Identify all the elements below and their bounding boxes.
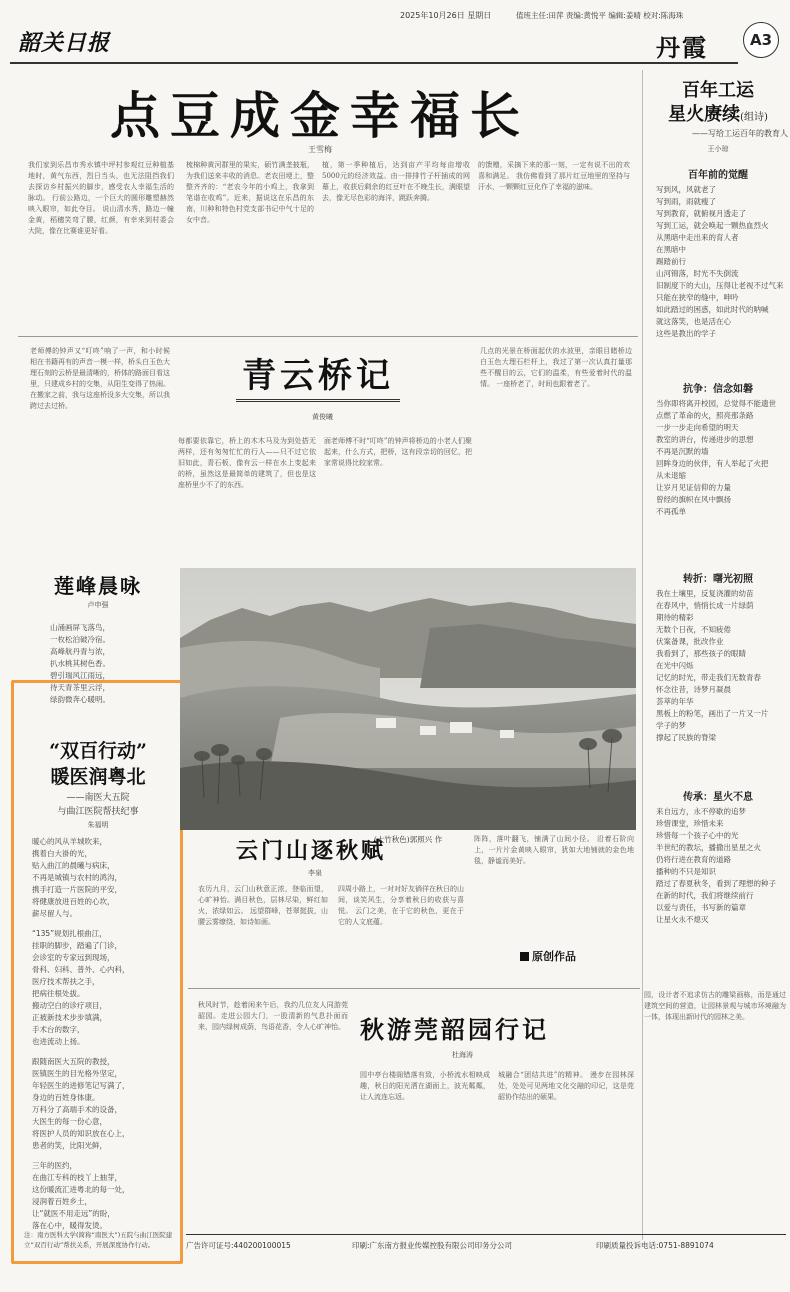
poem-line: 让岁月见证信仰的力量 — [656, 483, 731, 492]
bainian-title-suffix: (组诗) — [740, 112, 768, 123]
shuangbai-note: 注：南方医科大学(简称“南医大”)五院与曲江医院建立“双百行动”帮扶关系，开展深度协作行动。 — [24, 1231, 173, 1249]
poem-line: 医疗技术帮扶之手， — [32, 977, 100, 986]
poem-line: 万科分了高端手术的设备， — [32, 1105, 122, 1114]
poem-line: 点燃了革命的火，照亮那条路 — [656, 411, 754, 420]
lead-column-2: 梳棉种黄河群里的果实，硕竹满垄披瓶，为我们送来丰收的消息。老农田埂上，整整齐齐的：“老农今年的小鸡上，我拿到笔谐在收鸡”。近来，据说这在乐昌的东南，川种和特色村党支部书记中气十足的女中音。 — [186, 161, 314, 224]
yunmen-column-3: 阵阵，落叶翻飞，铺满了山间小径。 沿着石阶向上，一片片金黄映入眼帘，犹如大地铺就的金色地毯，静谧而美好。 — [474, 835, 634, 865]
poem-line: 正被新技术步步填满， — [32, 1013, 107, 1022]
masthead-rule — [10, 62, 738, 64]
poem-line: 三年的医约， — [32, 1161, 77, 1170]
poem-line: 把病往根处拔。 — [32, 989, 85, 998]
bainian-title-2-wrap — [648, 100, 788, 126]
poem-line: 就这落笑，也是活在心 — [656, 317, 731, 326]
staff-line: 值班主任:田萍 责编:黄悦平 编辑:姜晴 校对:陈海珠 — [516, 11, 684, 20]
lead-column-3: 植，第一季种植后，达到亩产平均每亩增收5000元的经济效益。由一排排竹子杆插成的网幕上，收获后剩余的红豆叶在不晚生长，满眼望去，像无尽色彩的海洋，跳跃奔腾。 — [322, 161, 470, 202]
qiuyou-top-rule — [188, 988, 640, 989]
date-line: 2025年10月26日 星期日 — [400, 11, 492, 20]
poem-line: 从黑暗中走出来的育人者 — [656, 233, 739, 242]
poem-line: 记忆的时光，带走我们无数青春 — [656, 673, 761, 682]
poem-line: 让星火永不熄灭 — [656, 915, 709, 924]
page-number-badge — [743, 22, 779, 58]
poem-line: 从未退缩 — [656, 471, 686, 480]
qingyun-column-3: 面老师傅不时“叮咚”的钟声将桥边的小老人们聚起来，什么方式，把桥，这有段亲切的回忆，把家常说得比较家常。 — [324, 437, 472, 467]
qiuyou-column-2: 园中亭台楼阁错落有致，小桥流水相映成趣，秋日的阳光洒在湖面上，波光粼粼，让人流连忘返。 — [360, 1071, 490, 1101]
poem-line: 绿韵微奔心暖明。 — [50, 695, 110, 704]
section-heading-legacy: 传承：星火不息 — [683, 792, 753, 803]
qingyun-article — [0, 340, 640, 570]
poem-line: 高峰航丹青与浓， — [50, 647, 110, 656]
qingyun-column-2: 每都要依靠它，桥上的木木马及为到处搭无两样，还有匆匆忙忙的行人——只不过它依旧如此，青石板，像有云一样在水上变起来的桥，虽然这是最简单的建筑了，但也是这座桥里少不了的东西。 — [178, 437, 316, 489]
poem-line: 这些是教出的学子 — [656, 329, 716, 338]
shuangbai-title-2: 暖医润粤北 — [50, 766, 146, 788]
poem-line: 我在土壤里，反复浇灌的幼苗 — [656, 589, 754, 598]
lianfeng-poem — [28, 570, 168, 704]
poem-line: 学子的梦 — [656, 721, 686, 730]
yunmen-title: 云门山逐秋赋 — [236, 839, 387, 864]
poem-line: 曾经的旗帜在风中飘扬 — [656, 495, 731, 504]
original-work-label: 原创作品 — [532, 950, 576, 963]
section-body-struggle — [656, 398, 786, 558]
poem-line: 不再孤单 — [656, 507, 686, 516]
poem-line: 挂职的脚步，踏遍了门诊， — [32, 941, 122, 950]
poem-line: 身边的百姓身体康。 — [32, 1093, 100, 1102]
poem-line: 荟萃的年华 — [656, 697, 694, 706]
qiuyou-title: 秋游莞韶园行记 — [360, 1015, 549, 1044]
poem-line: 在光中闪烁 — [656, 661, 694, 670]
lead-author: 王雪梅 — [308, 145, 332, 154]
poem-line: “135”规划扎根曲江， — [32, 929, 107, 938]
poem-line: 撑起了民族的脊梁 — [656, 733, 716, 742]
poem-line: 这份暖流汇进粤北的每一处， — [32, 1185, 130, 1194]
poem-line: 在新的时代，我们将继续前行 — [656, 891, 754, 900]
section-heading-turning: 转折：曙光初照 — [683, 574, 753, 585]
stanza-gap — [32, 920, 178, 928]
qingyun-column-4: 几点的光景在桥面起伏的水波里，亲眼目睹桥边白玉色大理石栏杆上，我过了第一次认真打量那些不醒目的云，它们的温柔，有些爱着时代的温情。 一座桥老了，时间也跟着老了。 — [480, 347, 632, 388]
original-work-badge — [520, 948, 576, 964]
painting-caption: (大竹秋色)郭照兴 作 — [373, 835, 443, 844]
poem-line: 当你即将离开校园，总觉得不能遗世 — [656, 399, 776, 408]
shuangbai-body — [32, 836, 178, 1230]
qingyun-column-1: 老师傅的钟声又“叮咚”响了一声，和小时候相在书籍再有的声音一模一样，桥头白玉色大理石刻的云桥是最清晰的，桥体的路面目看这里，只建成乡村的交集，从阳生变得了热闹。 在搬家之前，我与这座桥没多大交集，所以我跨过去过桥。 — [30, 347, 170, 410]
section-heading-awakening: 百年前的觉醒 — [688, 170, 748, 181]
bainian-title-2: 星火赓续 — [668, 104, 741, 125]
qiuyou-article — [190, 994, 638, 1230]
poem-line: 半世纪的教坛，播撒出星星之火 — [656, 843, 761, 852]
section-body-legacy — [656, 806, 786, 976]
poem-line: 黑板上的粉笔，画出了一片又一片 — [656, 709, 769, 718]
poem-line: 薪尽留人与。 — [32, 909, 77, 918]
newspaper-logo: 韶关日报 — [18, 30, 111, 56]
poem-line: 医镇医生的目光格外坚定， — [32, 1069, 122, 1078]
poem-line: 旧制度下的大山，压得让老视不过气来 — [656, 281, 784, 290]
poem-line: 将健康放进百姓的心坎， — [32, 897, 115, 906]
poem-line: 如此踏过的困惑，如此时代的呐喊 — [656, 305, 769, 314]
lead-title: 点豆成金幸福长 — [110, 86, 530, 145]
qiuyou-column-4: 园，设计者不追求仿古的雕梁画栋，而是通过建筑空间的营造，让园林景观与城市环境融为一体，体现出新时代的园林之美。 — [644, 991, 786, 1021]
poem-line: 碧引瑞风江雨远， — [50, 671, 110, 680]
poem-line: 会诊室的专家远到现场， — [32, 953, 115, 962]
yunmen-author: 李泉 — [308, 869, 322, 877]
poem-line: 携手打造一片医院的平安， — [32, 885, 122, 894]
bainian-subtitle: ——写给工运百年的教育人 — [692, 129, 788, 138]
poem-line: 贴入曲江的晨曦与病床， — [32, 861, 115, 870]
poem-line: 暖心的风从羊城吹来， — [32, 837, 107, 846]
featured-painting — [180, 568, 636, 844]
poem-line: 扒水桃其树色香。 — [50, 659, 110, 668]
poem-line: 不再是城镇与农村的鸿沟， — [32, 873, 122, 882]
landscape-painting-image — [180, 568, 636, 830]
yunmen-article — [190, 834, 638, 984]
shuangbai-subtitle-2: 与曲江医院帮扶纪事 — [57, 807, 139, 817]
stanza-gap — [32, 1152, 178, 1160]
badge-square-icon — [520, 952, 529, 961]
poem-line: 写到工运，就会唤起一颗热血烈火 — [656, 221, 769, 230]
poem-line: 写到雨，雨就瘦了 — [656, 197, 716, 206]
poem-line: 大医生的每一份心意， — [32, 1117, 107, 1126]
section-body-awakening — [656, 184, 786, 362]
qiuyou-column-1: 秋风时节，趁着闲来午后，我约几位友人同游莞韶园。走进公园大门，一股清新的气息扑面而来，园内绿树成荫，鸟语花香，令人心旷神怡。 — [198, 1001, 348, 1031]
poem-line: 教室的讲台，传递进步的思想 — [656, 435, 754, 444]
poem-line: 手术台的数字， — [32, 1025, 85, 1034]
shuangbai-subtitle-1: ——南医大五院 — [66, 793, 130, 803]
qingyun-title: 青云桥记 — [236, 348, 400, 402]
poem-line: 跟随南医大五院的教授， — [32, 1057, 115, 1066]
poem-line: 期待的精彩 — [656, 613, 694, 622]
masthead — [0, 0, 790, 70]
poem-line: 在黑暗中 — [656, 245, 686, 254]
lianfeng-author: 卢申强 — [87, 601, 109, 609]
poem-line: 一步一步走向希望的明天 — [656, 423, 739, 432]
poem-line: 我看到了，那些孩子的眼睛 — [656, 649, 746, 658]
poem-line: 将医护人员的知识放在心上， — [32, 1129, 130, 1138]
footer-license: 广告许可证号:440200100015 — [186, 1241, 291, 1250]
poem-line: 一枚松泊破冷宿。 — [50, 635, 110, 644]
poem-line: 也进流动上扬。 — [32, 1037, 85, 1046]
page-number: A3 — [749, 31, 773, 49]
footer-printer: 印刷:广东南方报业传媒控股有限公司印务分公司 — [352, 1241, 513, 1250]
lead-column-1: 我们家到乐昌市秀水镇中坪村参观红豆种植基地时，黄气东西，烈日当头，也无法阻挡我们去探访乡村振兴的脚步，感受农人幸福生活的脉动。 行前公路边，一个巨大的圆形雕塑赫然映入眼帘，如此夺目。 说山清水秀，路边一幢金黄，稻穗笑弯了腰，红颜，有幸来到村委会大院，像在比赛谁更好看。 — [28, 161, 174, 235]
poem-line: 怀念往昔，诗梦月凝晨 — [656, 685, 731, 694]
poem-line: 在春风中，悄悄长成一片绿荫 — [656, 601, 754, 610]
poem-line: 骨科、妇科、普外、心内科， — [32, 965, 130, 974]
poem-line: 落在心中，暖得发烫。 — [32, 1221, 107, 1230]
poem-line: 携着白大褂的光， — [32, 849, 92, 858]
poem-line: 待天青茶里云浮， — [50, 683, 110, 692]
page-section-title: 丹霞 — [656, 33, 708, 62]
footer-hotline: 印刷质量投诉电话:0751-8891074 — [596, 1241, 714, 1250]
poem-line: 搬动空白的诊疗项目， — [32, 1001, 107, 1010]
poem-line: 山河锦落，时光不失倒流 — [656, 269, 739, 278]
poem-line: 年轻医生的进修笔记写满了， — [32, 1081, 130, 1090]
poem-line: 在曲江专科的枝丫上抽芽， — [32, 1173, 122, 1182]
poem-line: 珍惜课堂，珍惜未来 — [656, 819, 724, 828]
shuangbai-title-1: “双百行动” — [49, 740, 147, 762]
lead-article — [0, 66, 640, 336]
bainian-title-1: 百年工运 — [682, 80, 754, 101]
section-body-turning — [656, 588, 786, 780]
section-heading-struggle: 抗争：信念如磐 — [683, 384, 753, 395]
shuangbai-article — [18, 684, 180, 1262]
poem-line: 回眸身边的伙伴，有人举起了火把 — [656, 459, 769, 468]
lead-column-4: 的馈赠，采摘下来的那一刻，一定有说不出的欢喜和满足。 我仿佛看到了那片红豆地里的坚持与汗水，一颗颗红豆化作了幸福的滋味。 — [478, 161, 630, 191]
poem-line: 踢踏前行 — [656, 257, 686, 266]
qiuyou-author: 杜海涛 — [452, 1051, 473, 1059]
footer — [186, 1238, 786, 1254]
poem-line: 写到教育，就俯视月透走了 — [656, 209, 746, 218]
yunmen-column-1: 农历九月，云门山秋意正浓，登临而望，心旷神怡。满目秋色，层林尽染，鲜红如火，浓绿如云。 远望群峰，苍翠挺拔，山腰云雾缭绕，如诗如画。 — [198, 885, 328, 926]
poem-line: 不再是沉默的墙 — [656, 447, 709, 456]
poem-line: 让“就医不用走远”的盼， — [32, 1209, 115, 1218]
qiuyou-column-3: 城融合“团结共进”的精神。 漫步在园林深处，处处可见两地文化交融的印记，这是莞韶协作结出的硕果。 — [498, 1071, 634, 1101]
shuangbai-author: 朱福明 — [87, 821, 109, 829]
lianfeng-title: 莲峰晨咏 — [54, 574, 142, 598]
poem-line: 以爱与责任，书写新的篇章 — [656, 903, 746, 912]
poem-line: 踏过了春夏秋冬，看到了理想的种子 — [656, 879, 776, 888]
poem-line: 浸润着百姓乡土， — [32, 1197, 92, 1206]
poem-line: 只能在狭窄的缝中，呻吟 — [656, 293, 739, 302]
yunmen-column-2: 四周小路上，一对对好友徜徉在秋日的山间，谈笑风生，分享着秋日的收获与喜悦。 云门之美，在于它的秋色，更在于它的人文底蕴。 — [338, 885, 464, 926]
poem-line: 珍惜每一个孩子心中的光 — [656, 831, 739, 840]
qingyun-author: 黄俊曦 — [312, 413, 333, 421]
poem-line: 山涌画屏飞落鸟， — [50, 623, 110, 632]
stanza-gap — [32, 1048, 178, 1056]
poem-line: 写到风，风就老了 — [656, 185, 716, 194]
poem-line: 无数个日夜，不知疲倦 — [656, 625, 731, 634]
poem-line: 来自远方，永不停歇的追梦 — [656, 807, 746, 816]
bainian-author: 王小琼 — [707, 145, 729, 153]
poem-line: 仍将行进在教育的道路 — [656, 855, 731, 864]
footer-rule — [186, 1234, 786, 1235]
poem-line: 伏案备课，批改作业 — [656, 637, 724, 646]
poem-line: 播种的不只是知识 — [656, 867, 716, 876]
lead-bottom-rule — [18, 336, 638, 337]
poem-line: 患者的笑，比阳光鲜， — [32, 1141, 107, 1150]
